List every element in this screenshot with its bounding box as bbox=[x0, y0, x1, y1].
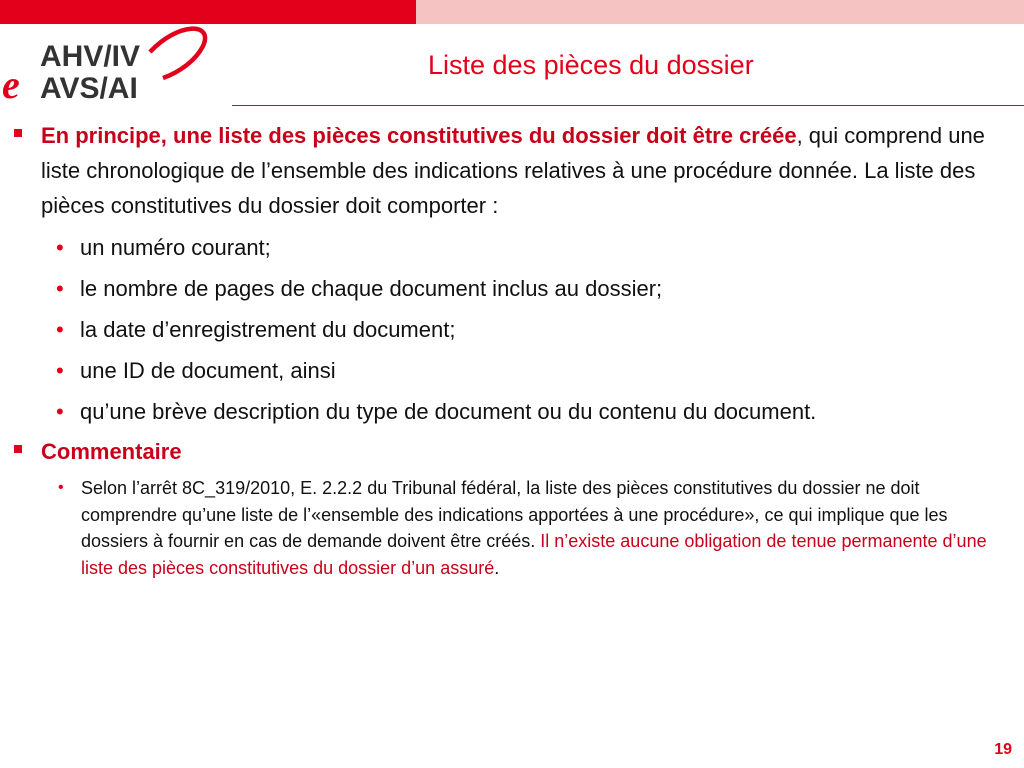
comment-heading: Commentaire bbox=[41, 439, 182, 464]
bullet-dot-icon: • bbox=[58, 479, 64, 496]
slide-title: Liste des pièces du dossier bbox=[428, 50, 754, 80]
logo-line-2: AVS/AI bbox=[40, 72, 138, 105]
bullet-dot-icon: • bbox=[56, 235, 64, 260]
list-item bbox=[0, 231, 1024, 264]
square-bullet-icon bbox=[14, 445, 22, 453]
comment-highlight: Il n’existe aucune obligation de tenue permanente d’une liste des pièces constitutives du dossier d’un assuré bbox=[81, 531, 987, 578]
ahv-iv-logo bbox=[0, 24, 220, 106]
comment-item bbox=[0, 475, 1024, 581]
list-item bbox=[0, 272, 1024, 305]
intro-paragraph bbox=[0, 118, 1024, 223]
list-item bbox=[0, 313, 1024, 346]
page-number: 19 bbox=[994, 741, 1012, 758]
list-item bbox=[0, 354, 1024, 387]
list-item-text: un numéro courant; bbox=[80, 235, 271, 260]
logo-graphic bbox=[0, 24, 220, 106]
list-item-text: la date d’enregistrement du document; bbox=[80, 317, 456, 342]
intro-text: , qui comprend une liste chronologique de l’ensemble des indications relatives à une procédure donnée. La liste des pièces constitutives du dossier doit comporter : bbox=[41, 123, 985, 218]
list-item-text: qu’une brève description du type de document ou du contenu du document. bbox=[80, 399, 817, 424]
logo-line-1: AHV/IV bbox=[40, 40, 141, 73]
list-item-text: une ID de document, ainsi bbox=[80, 358, 336, 383]
e-letter-icon bbox=[2, 62, 20, 106]
logo-swoosh bbox=[150, 29, 205, 78]
bullet-dot-icon: • bbox=[56, 399, 64, 424]
bullet-dot-icon: • bbox=[56, 276, 64, 301]
slide-content bbox=[0, 118, 1024, 581]
comment-end: . bbox=[494, 557, 500, 578]
top-bar-pink bbox=[416, 0, 1024, 24]
top-bar-red bbox=[0, 0, 416, 24]
svg-text:e: e bbox=[2, 62, 20, 106]
header-divider bbox=[232, 105, 1024, 106]
square-bullet-icon bbox=[14, 129, 22, 137]
list-item-text: le nombre de pages de chaque document inclus au dossier; bbox=[80, 276, 663, 301]
bullet-dot-icon: • bbox=[56, 317, 64, 342]
intro-bold-text: En principe, une liste des pièces constitutives du dossier doit être créée bbox=[41, 123, 797, 148]
comment-text: Selon l’arrêt 8C_319/2010, E. 2.2.2 du Tribunal fédéral, la liste des pièces constitutives du dossier ne doit comprendre qu’une liste de l’«ensemble des indications apportées à une procédure», ce qui implique que les dossiers à fournir en cas de demande doivent être créés. bbox=[81, 478, 948, 551]
bullet-dot-icon: • bbox=[56, 358, 64, 383]
list-item bbox=[0, 395, 1024, 428]
comment-heading-row bbox=[0, 434, 1024, 469]
